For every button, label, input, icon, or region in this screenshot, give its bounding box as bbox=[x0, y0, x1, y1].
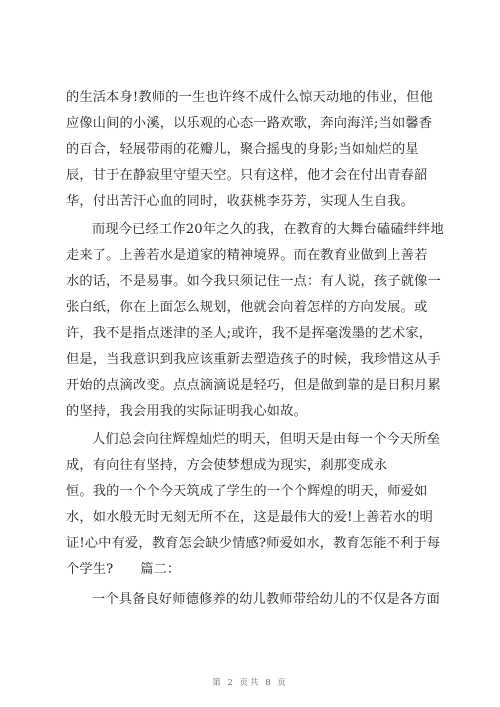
text-line: 走来了。上善若水是道家的精神境界。而在教育业做到上善若 bbox=[66, 248, 428, 263]
paragraph-first-line: 而现今已经工作20年之久的我，在教育的大舞台磕磕绊绊地 bbox=[92, 222, 444, 237]
text-line: 的坚持，我会用我的实际证明我心如故。 bbox=[66, 404, 307, 419]
text-line: 水的话，不是易事。如今我只须记住一点：有人说，孩子就像一 bbox=[66, 274, 441, 289]
text-line: 水，如水般无时无刻无所不在，这是最伟大的爱!上善若水的明 bbox=[66, 510, 433, 525]
text-line: 个学生? 篇二： bbox=[66, 562, 181, 577]
text-line: 证!心中有爱，教育怎会缺少情感?师爱如水，教育怎能不利于每 bbox=[66, 536, 441, 551]
page-number-footer: 第 2 页共 8 页 bbox=[212, 678, 288, 688]
text-line: 的百合，轻展带雨的花瓣儿，聚合摇曳的身影;当如灿烂的星 bbox=[66, 142, 419, 157]
text-line: 但是，当我意识到我应该重新去塑造孩子的时候，我珍惜这从手 bbox=[66, 352, 441, 367]
text-line: 恒。我的一个个今天筑成了学生的一个个辉煌的明天，师爱如 bbox=[66, 484, 428, 499]
text-line: 应像山间的小溪，以乐观的心态一路欢歌，奔向海洋;当如馨香 bbox=[66, 116, 433, 131]
text-line: 华，付出苦汗心血的同时，收获桃李芬芳，实现人生自我。 bbox=[66, 194, 415, 209]
text-line: 许，我不是指点迷津的圣人;或许，我不是挥毫泼墨的艺术家， bbox=[66, 326, 433, 341]
paragraph-first-line: 一个具备良好师德修养的幼儿教师带给幼儿的不仅是各方面 bbox=[92, 592, 441, 607]
text-line: 成，有向往有坚持，方会使梦想成为现实，刹那变成永 bbox=[66, 458, 388, 473]
paragraph-first-line: 人们总会向往辉煌灿烂的明天，但明天是由每一个今天所垒 bbox=[92, 432, 441, 447]
text-line: 辰，甘于在静寂里守望天空。只有这样，他才会在付出青春韶 bbox=[66, 168, 428, 183]
text-line: 的生活本身!教师的一生也许终不成什么惊天动地的伟业，但他 bbox=[66, 90, 433, 105]
text-line: 张白纸，你在上面怎么规划，他就会向着怎样的方向发展。或 bbox=[66, 300, 428, 315]
text-line: 开始的点滴改变。点点滴滴说是轻巧，但是做到靠的是日积月累 bbox=[66, 378, 441, 393]
